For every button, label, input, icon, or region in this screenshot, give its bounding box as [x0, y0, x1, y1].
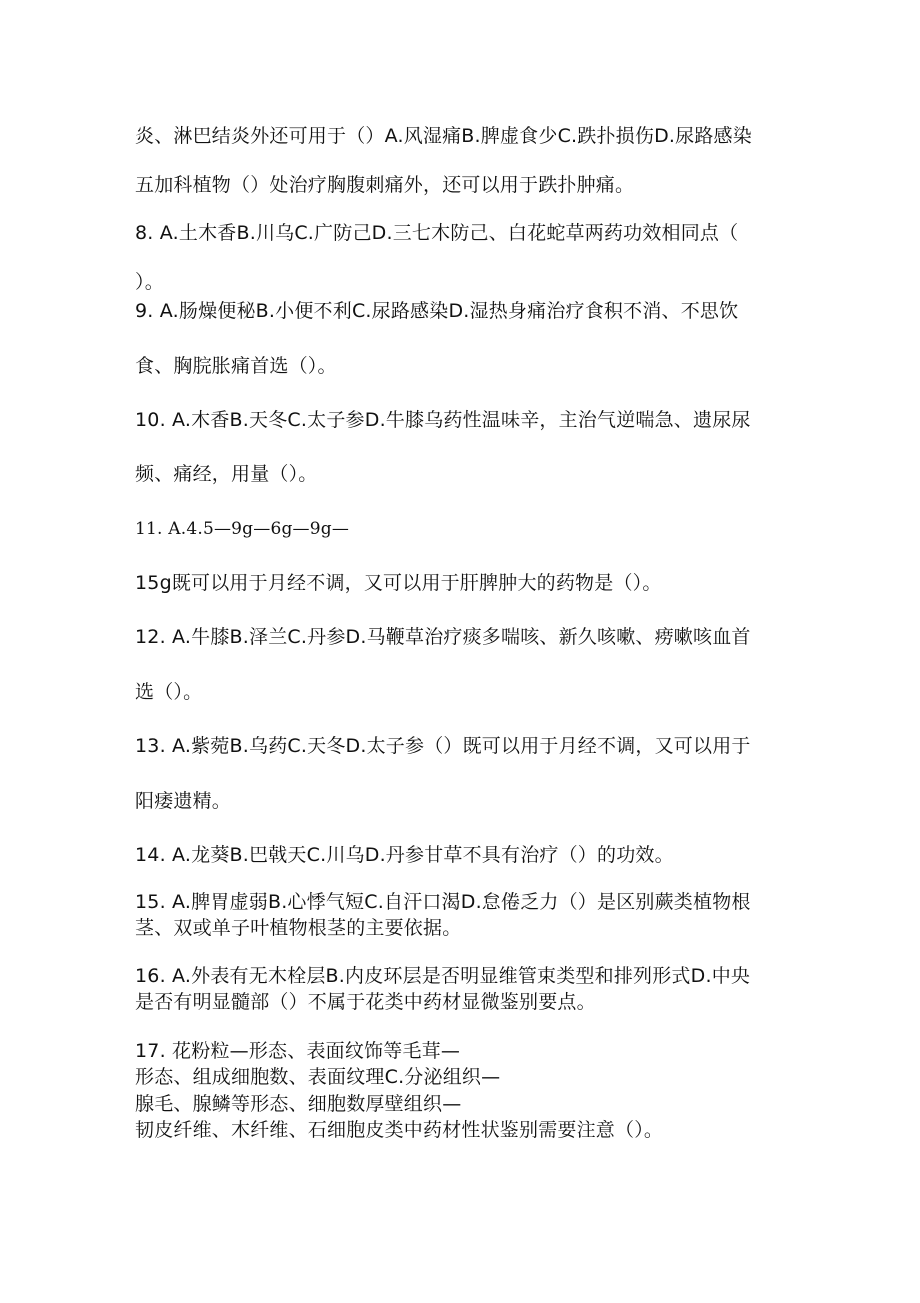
text-line: 8. A.土木香B.川乌C.广防己D.三七木防己、白花蛇草两药功效相同点（	[135, 222, 739, 244]
text-line: 频、痛经，用量（）。	[135, 463, 318, 485]
text-line: 16. A.外表有无木栓层B.内皮环层是否明显维管束类型和排列形式D.中央	[135, 965, 751, 987]
text-line: 是否有明显髓部（）不属于花类中药材显微鉴别要点。	[135, 991, 596, 1013]
text-line: 茎、双或单子叶植物根茎的主要依据。	[135, 917, 462, 939]
text-line: 食、胸脘胀痛首选（）。	[135, 355, 337, 377]
text-line: 15. A.脾胃虚弱B.心悸气短C.自汗口渴D.怠倦乏力（）是区别蕨类植物根	[135, 891, 751, 913]
text-line: 10. A.木香B.天冬C.太子参D.牛膝乌药性温味辛，主治气逆喘急、遗尿尿	[135, 409, 751, 431]
text-line: 14. A.龙葵B.巴戟天C.川乌D.丹参甘草不具有治疗（）的功效。	[135, 844, 674, 866]
text-line: 韧皮纤维、木纤维、石细胞皮类中药材性状鉴别需要注意（）。	[135, 1119, 664, 1141]
text-line: 腺毛、腺鳞等形态、细胞数厚壁组织—	[135, 1093, 462, 1115]
text-line: 13. A.紫菀B.乌药C.天冬D.太子参（）既可以用于月经不调，又可以用于	[135, 735, 751, 757]
text-line: ）。	[135, 271, 164, 293]
text-line: 15g既可以用于月经不调，又可以用于肝脾肿大的药物是（）。	[135, 572, 662, 594]
text-line: 选（）。	[135, 681, 203, 703]
text-line: 五加科植物（）处治疗胸腹刺痛外，还可以用于跌扑肿痛。	[135, 174, 635, 196]
text-line: 9. A.肠燥便秘B.小便不利C.尿路感染D.湿热身痛治疗食积不消、不思饮	[135, 300, 739, 322]
text-line: 形态、组成细胞数、表面纹理C.分泌组织—	[135, 1066, 501, 1088]
text-line: 11. A.4.5—9g—6g—9g—	[135, 519, 350, 539]
text-line: 17. 花粉粒—形态、表面纹饰等毛茸—	[135, 1040, 461, 1062]
text-line: 12. A.牛膝B.泽兰C.丹参D.马鞭草治疗痰多喘咳、新久咳嗽、痨嗽咳血首	[135, 626, 751, 648]
text-line: 炎、淋巴结炎外还可用于（）A.风湿痛B.脾虚食少C.跌扑损伤D.尿路感染	[135, 125, 752, 147]
text-line: 阳痿遗精。	[135, 790, 232, 812]
